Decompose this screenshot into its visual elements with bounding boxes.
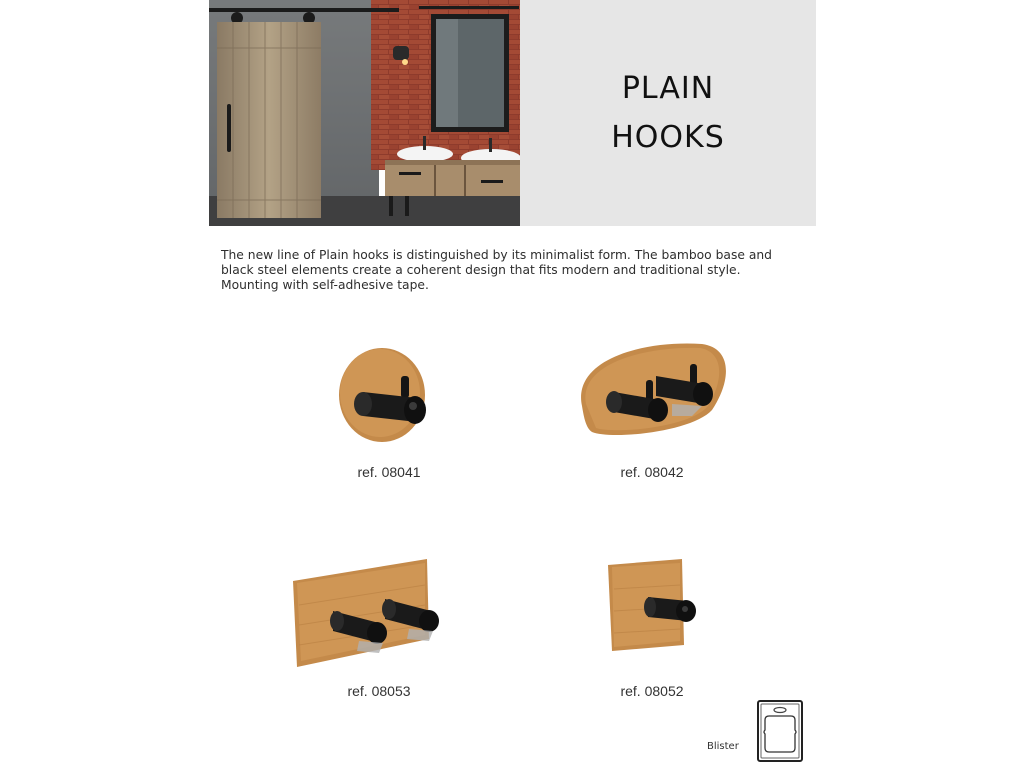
rectangular-double-hook-icon xyxy=(279,555,479,675)
blister-info xyxy=(707,700,807,762)
product-08041 xyxy=(289,340,489,485)
hero-title-box xyxy=(520,0,816,226)
product-08042 xyxy=(552,340,752,485)
ref-label: ref. 08041 xyxy=(357,464,421,480)
bathroom-interior-photo xyxy=(209,0,520,226)
catalog-page xyxy=(209,0,816,768)
ref-label: ref. 08042 xyxy=(620,464,684,480)
square-single-hook-icon xyxy=(552,555,752,675)
blister-label: Blister xyxy=(707,741,739,752)
title-line-2: HOOKS xyxy=(611,120,725,155)
hero-banner xyxy=(209,0,816,226)
title-line-1: PLAIN xyxy=(621,71,715,106)
product-description: The new line of Plain hooks is distinguished by its minimalist form. The bamboo base and black steel elements create a coherent design that fits modern and traditional style. Mounting with self-adhesive tape. xyxy=(221,248,772,292)
product-08053 xyxy=(279,555,479,700)
round-single-hook-icon xyxy=(289,340,489,450)
blister-pack-icon xyxy=(757,700,803,762)
ref-label: ref. 08052 xyxy=(620,683,684,699)
ref-label: ref. 08053 xyxy=(347,683,411,699)
oval-double-hook-icon xyxy=(552,340,752,450)
product-08052 xyxy=(552,555,752,700)
